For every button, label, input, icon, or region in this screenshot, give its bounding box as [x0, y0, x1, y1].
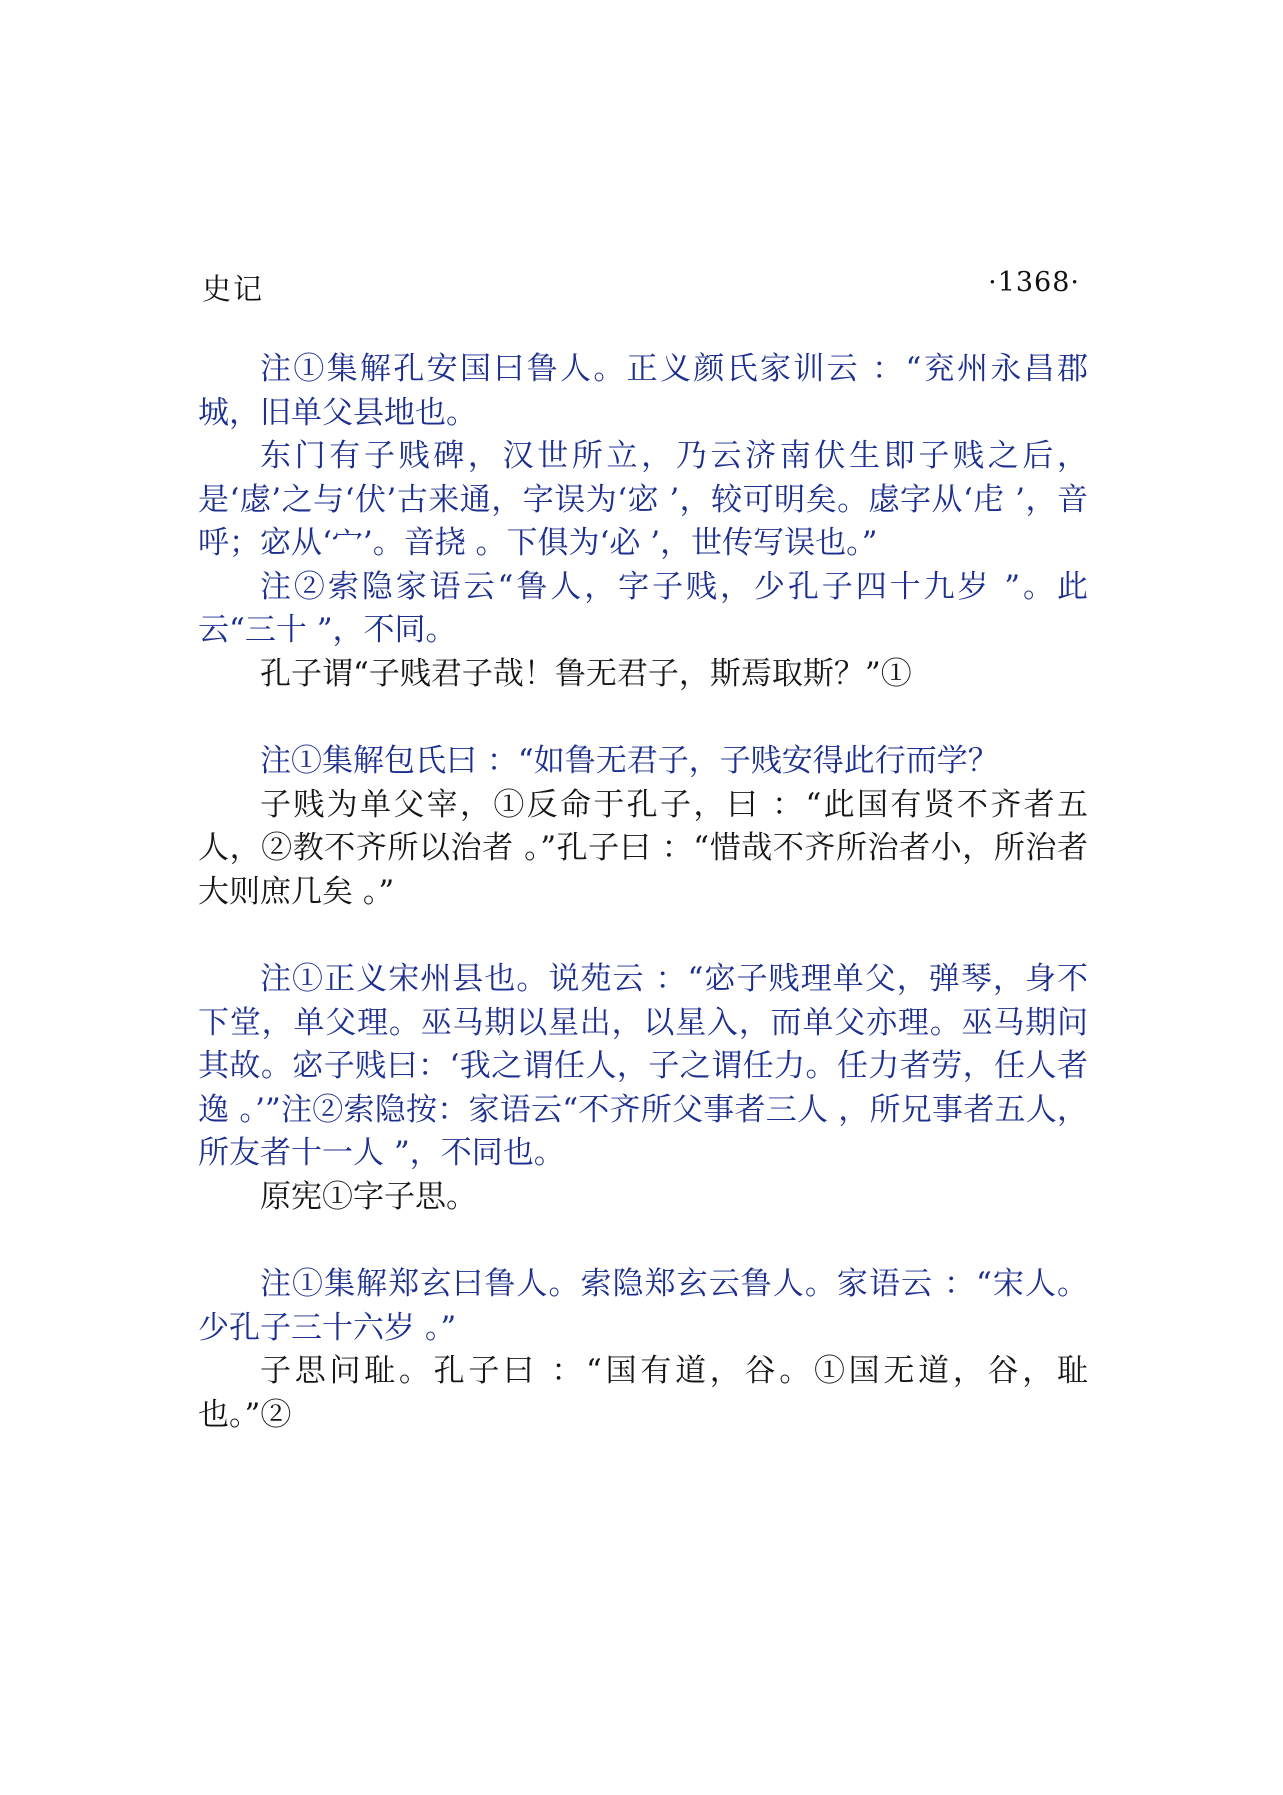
main-text-paragraph: 子思问耻。孔子曰 ：“国有道，谷。①国无道，谷，耻也。”②: [198, 1353, 1088, 1433]
page-number: ·1368·: [988, 267, 1080, 298]
annotation-paragraph: 注①集解包氏曰 ：“如鲁无君子，子贱安得此行而学？: [260, 743, 999, 779]
annotation-paragraph: 注①集解孔安国曰鲁人。正义颜氏家训云 ：“兖州永昌郡城，旧单父县地也。: [198, 351, 1088, 431]
annotation-paragraph: 注①正义宋州县也。说苑云 ：“宓子贱理单父，弹琴，身不下堂，单父理。巫马期以星出，以星入，而单父亦理。巫马期问其故。宓子贱曰：‘我之谓任人，子之谓任力。任力者劳，任人者逸 。’”注②索隐按：家语云“不齐所父事者三人 ，所兄事者五人，所友者十一人 ”，不同也。: [198, 961, 1088, 1171]
running-title: 史记: [202, 272, 265, 306]
paragraph-spacer: [198, 1219, 1088, 1263]
paragraph-spacer: [198, 696, 1088, 740]
main-text-paragraph: 孔子谓“子贱君子哉！鲁无君子，斯焉取斯？”①: [260, 655, 912, 692]
annotation-paragraph: 注②索隐家语云“鲁人，字子贱，少孔子四十九岁 ”。此云“三十 ”，不同。: [198, 568, 1088, 648]
annotation-paragraph: 东门有子贱碑，汉世所立，乃云济南伏生即子贱之后，是‘虙’之与‘伏’古来通，字误为‘宓 ’，较可明矣。虙字从‘虍 ’，音呼；宓从‘宀’。音挠 。下俱为‘必 ’，世传写误也。”: [198, 438, 1088, 561]
annotation-paragraph: 注①集解郑玄曰鲁人。索隐郑玄云鲁人。家语云 ：“宋人。少孔子三十六岁 。”: [198, 1266, 1088, 1346]
page-body: [198, 348, 1088, 1437]
main-text-paragraph: 原宪①字子思。: [260, 1178, 477, 1215]
paragraph-spacer: [198, 914, 1088, 958]
main-text-paragraph: 子贱为单父宰，①反命于孔子，曰 ：“此国有贤不齐者五人，②教不齐所以治者 。”孔子曰 ：“惜哉不齐所治者小，所治者大则庶几矣 。”: [198, 786, 1088, 910]
